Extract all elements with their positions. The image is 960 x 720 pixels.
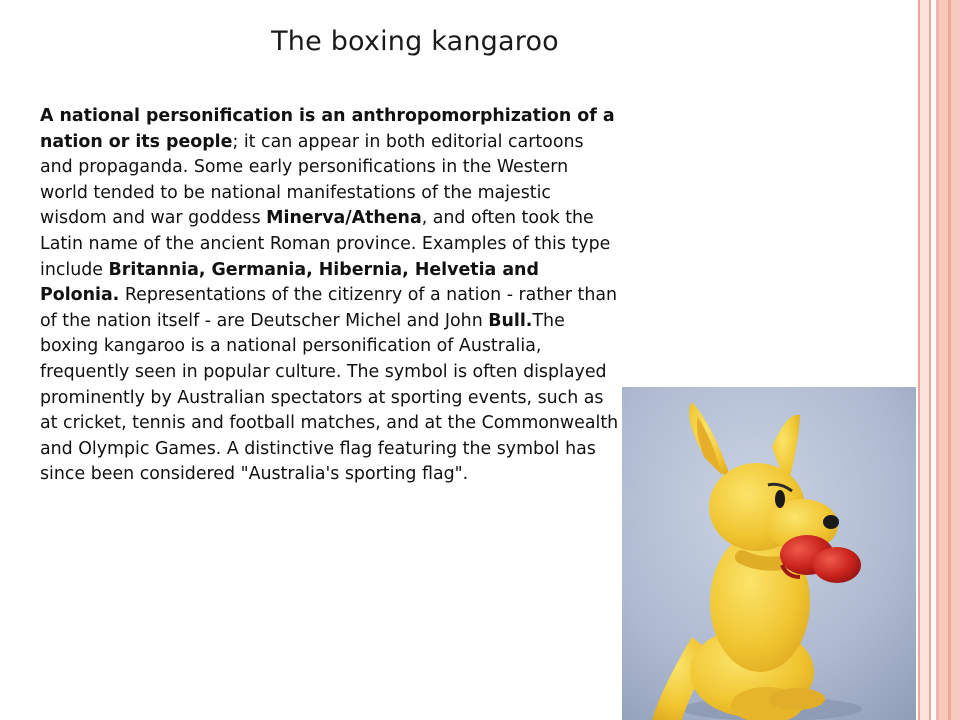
intro-bold-text: A national personification is an anthropomorphization of a nation or its people: [40, 106, 615, 152]
border-stripe: [920, 0, 929, 720]
citizenry-text: Representations of the citizenry of a nation - rather than of the nation itself - are Deutscher Michel and John: [40, 285, 618, 331]
bull-text: Bull.: [488, 310, 533, 331]
goddess-text: Minerva/Athena: [266, 208, 422, 229]
slide-title: The boxing kangaroo: [271, 26, 559, 57]
body-paragraph: [40, 104, 620, 488]
border-stripe: [948, 0, 951, 720]
kangaroo-photo: [622, 387, 916, 720]
latin-text: , and often took the Latin name of the ancient Roman province. Examples of this type include: [40, 208, 611, 280]
kangaroo-text: The boxing kangaroo is a national personification of Australia, frequently seen in popular culture. The symbol is often displayed prominently by Australian spectators at sporting events, such as at cricket, tennis and football matches, and at the Commonwealth and Olympic Games. A distinctive flag featuring the symbol has since been considered "Australia's sporting flag".: [40, 310, 619, 485]
examples-text: Britannia, Germania, Hibernia, Helvetia and Polonia.: [40, 259, 539, 306]
intro-text: ; it can appear in both editorial cartoons and propaganda. Some early personifications in the Western world tended to be national manifestations of the majestic wisdom and war goddess: [40, 131, 584, 229]
